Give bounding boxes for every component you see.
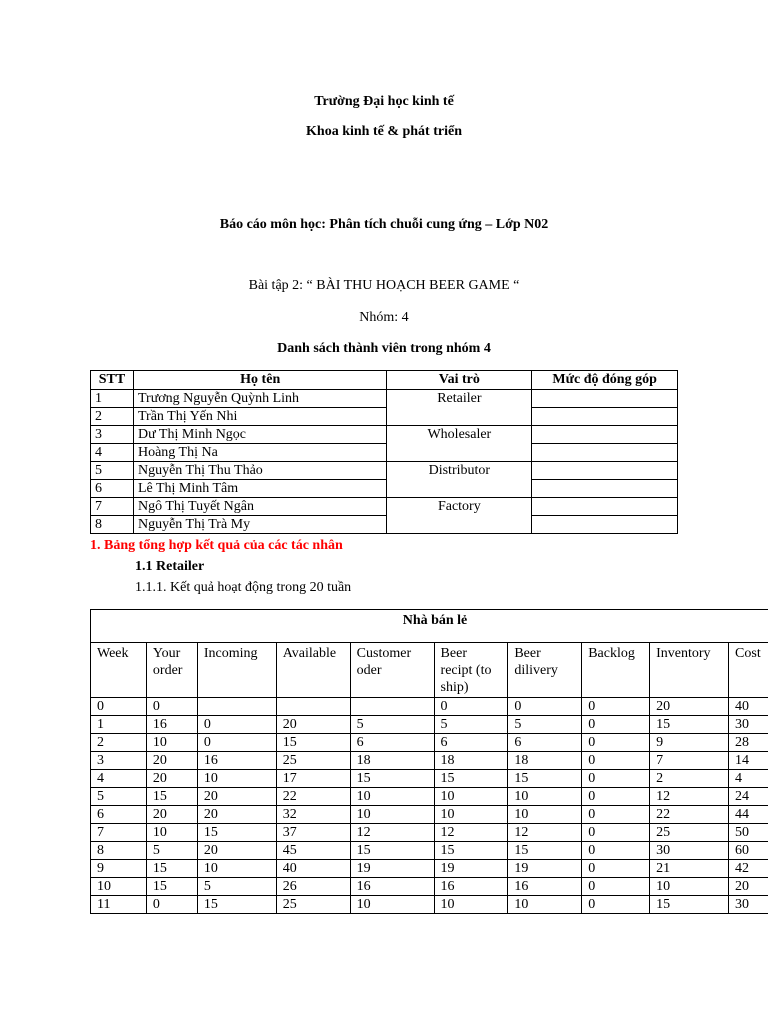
table-cell: 7 (650, 752, 729, 770)
table-cell: 18 (508, 752, 582, 770)
table-cell (197, 698, 276, 716)
table-cell: 50 (729, 824, 768, 842)
member-role: Wholesaler (387, 426, 532, 462)
subsection-heading: 1.1 Retailer (135, 559, 205, 574)
table-cell: 60 (729, 842, 768, 860)
table-cell: 20 (197, 842, 276, 860)
table-cell: 19 (508, 860, 582, 878)
member-name: Ngô Thị Tuyết Ngân (133, 498, 386, 516)
table-cell: 0 (582, 770, 650, 788)
table-cell: 14 (729, 752, 768, 770)
table-cell: 6 (350, 734, 434, 752)
subsubsection-heading: 1.1.1. Kết quả hoạt động trong 20 tuần (135, 580, 352, 595)
table-cell: 25 (650, 824, 729, 842)
member-row (91, 390, 678, 408)
col-header: Vai trò (387, 371, 532, 390)
member-row (91, 426, 678, 444)
table-cell: 0 (146, 698, 197, 716)
table-cell: 0 (508, 698, 582, 716)
table-cell: 10 (350, 896, 434, 914)
table-cell: 10 (197, 770, 276, 788)
member-contribution (532, 408, 678, 426)
table-cell: 30 (729, 716, 768, 734)
table-cell: 5 (508, 716, 582, 734)
table-cell: 0 (582, 806, 650, 824)
col-header: Backlog (582, 643, 650, 698)
member-row (91, 462, 678, 480)
table-row (91, 842, 768, 860)
table-cell: 15 (650, 896, 729, 914)
member-row (91, 480, 678, 498)
col-header: Beer recipt (to ship) (434, 643, 508, 698)
member-contribution (532, 390, 678, 408)
table-cell: 0 (582, 752, 650, 770)
col-header: Customer oder (350, 643, 434, 698)
col-header: Mức độ đóng góp (532, 371, 678, 390)
table-cell: 4 (91, 770, 147, 788)
table-cell: 6 (434, 734, 508, 752)
member-name: Nguyễn Thị Trà My (133, 516, 386, 534)
table-cell: 12 (508, 824, 582, 842)
table-row (91, 878, 768, 896)
table-cell: 9 (650, 734, 729, 752)
member-name: Dư Thị Minh Ngọc (133, 426, 386, 444)
table-cell: 15 (146, 860, 197, 878)
table-cell: 15 (508, 770, 582, 788)
member-contribution (532, 426, 678, 444)
member-contribution (532, 516, 678, 534)
member-row (91, 408, 678, 426)
table-cell: 0 (582, 878, 650, 896)
table-cell: 15 (434, 770, 508, 788)
table-cell: 10 (350, 806, 434, 824)
table-cell: 0 (582, 734, 650, 752)
col-header: STT (91, 371, 134, 390)
table-cell: 12 (650, 788, 729, 806)
table-cell: 30 (729, 896, 768, 914)
member-stt: 8 (91, 516, 134, 534)
member-stt: 4 (91, 444, 134, 462)
retailer-results-table (90, 609, 768, 914)
member-name: Trương Nguyễn Quỳnh Linh (133, 390, 386, 408)
table-row (91, 698, 768, 716)
table-cell: 10 (508, 788, 582, 806)
table-row (91, 788, 768, 806)
table-cell (276, 698, 350, 716)
member-contribution (532, 480, 678, 498)
table-cell: 15 (146, 788, 197, 806)
section-heading: 1. Bảng tổng hợp kết quả của các tác nhân (90, 538, 343, 553)
table-cell: 10 (508, 806, 582, 824)
member-role: Factory (387, 498, 532, 534)
table-cell: 10 (434, 788, 508, 806)
table-cell: 44 (729, 806, 768, 824)
table-cell: 20 (729, 878, 768, 896)
table-cell: 10 (197, 860, 276, 878)
table-cell: 0 (434, 698, 508, 716)
table-cell: 18 (434, 752, 508, 770)
member-row (91, 498, 678, 516)
table-cell: 40 (729, 698, 768, 716)
col-header: Available (276, 643, 350, 698)
table-cell: 16 (197, 752, 276, 770)
faculty-name: Khoa kinh tế & phát triển (306, 124, 462, 139)
table-cell: 0 (582, 860, 650, 878)
assignment-title: Bài tập 2: “ BÀI THU HOẠCH BEER GAME “ (248, 278, 520, 293)
table-cell: 0 (582, 716, 650, 734)
table-cell: 10 (434, 806, 508, 824)
member-list-title: Danh sách thành viên trong nhóm 4 (277, 341, 491, 356)
table-cell: 22 (650, 806, 729, 824)
table-cell: 10 (146, 734, 197, 752)
table-cell (350, 698, 434, 716)
col-header: Incoming (197, 643, 276, 698)
table-cell: 0 (146, 896, 197, 914)
table-cell: 2 (91, 734, 147, 752)
table-cell: 32 (276, 806, 350, 824)
table-cell: 15 (350, 770, 434, 788)
members-header-row (91, 371, 678, 390)
table-cell: 5 (350, 716, 434, 734)
table-cell: 10 (650, 878, 729, 896)
table-cell: 1 (91, 716, 147, 734)
table-cell: 4 (729, 770, 768, 788)
table-row (91, 770, 768, 788)
table-cell: 0 (197, 734, 276, 752)
member-name: Hoàng Thị Na (133, 444, 386, 462)
table-cell: 17 (276, 770, 350, 788)
table-cell: 0 (582, 896, 650, 914)
table-cell: 0 (582, 698, 650, 716)
col-header: Inventory (650, 643, 729, 698)
table-row (91, 824, 768, 842)
table-cell: 5 (91, 788, 147, 806)
table-cell: 24 (729, 788, 768, 806)
table-row (91, 752, 768, 770)
table-cell: 10 (91, 878, 147, 896)
member-stt: 6 (91, 480, 134, 498)
table-cell: 25 (276, 896, 350, 914)
col-header: Week (91, 643, 147, 698)
member-name: Trần Thị Yến Nhi (133, 408, 386, 426)
group-label: Nhóm: 4 (359, 310, 409, 325)
table-row (91, 716, 768, 734)
table-row (91, 806, 768, 824)
col-header: Họ tên (133, 371, 386, 390)
university-name: Trường Đại học kinh tế (314, 94, 454, 109)
table-cell: 16 (146, 716, 197, 734)
table-cell: 0 (91, 698, 147, 716)
table-cell: 6 (91, 806, 147, 824)
member-contribution (532, 498, 678, 516)
table-cell: 22 (276, 788, 350, 806)
table-row (91, 734, 768, 752)
member-role: Distributor (387, 462, 532, 498)
table-cell: 30 (650, 842, 729, 860)
member-role: Retailer (387, 390, 532, 426)
table-cell: 10 (350, 788, 434, 806)
member-stt: 7 (91, 498, 134, 516)
table-cell: 12 (350, 824, 434, 842)
table-cell: 0 (582, 788, 650, 806)
table-cell: 5 (146, 842, 197, 860)
table-row (91, 896, 768, 914)
table-cell: 15 (197, 824, 276, 842)
table-cell: 0 (582, 842, 650, 860)
table-cell: 20 (276, 716, 350, 734)
table-cell: 16 (508, 878, 582, 896)
table-cell: 0 (197, 716, 276, 734)
table-title: Nhà bán lẻ (91, 610, 768, 643)
table-cell: 37 (276, 824, 350, 842)
table-cell: 16 (434, 878, 508, 896)
table-cell: 45 (276, 842, 350, 860)
table-cell: 26 (276, 878, 350, 896)
course-title: Báo cáo môn học: Phân tích chuỗi cung ứng – Lớp N02 (219, 217, 549, 232)
table-cell: 11 (91, 896, 147, 914)
col-header: Cost (729, 643, 768, 698)
member-row (91, 516, 678, 534)
col-header: Your order (146, 643, 197, 698)
table-cell: 16 (350, 878, 434, 896)
member-stt: 2 (91, 408, 134, 426)
member-stt: 1 (91, 390, 134, 408)
table-cell: 15 (508, 842, 582, 860)
table-cell: 15 (276, 734, 350, 752)
table-cell: 21 (650, 860, 729, 878)
table-cell: 8 (91, 842, 147, 860)
table-cell: 28 (729, 734, 768, 752)
table-cell: 12 (434, 824, 508, 842)
member-row (91, 444, 678, 462)
table-cell: 20 (146, 806, 197, 824)
member-contribution (532, 444, 678, 462)
col-header: Beer dilivery (508, 643, 582, 698)
table-cell: 20 (146, 770, 197, 788)
members-table (90, 370, 678, 534)
table-cell: 20 (650, 698, 729, 716)
table-cell: 5 (197, 878, 276, 896)
table-cell: 5 (434, 716, 508, 734)
table-cell: 3 (91, 752, 147, 770)
table-cell: 20 (146, 752, 197, 770)
table-cell: 20 (197, 788, 276, 806)
table-cell: 15 (434, 842, 508, 860)
table-cell: 10 (146, 824, 197, 842)
member-stt: 3 (91, 426, 134, 444)
table-cell: 20 (197, 806, 276, 824)
table-cell: 15 (350, 842, 434, 860)
table-cell: 10 (508, 896, 582, 914)
member-name: Lê Thị Minh Tâm (133, 480, 386, 498)
member-contribution (532, 462, 678, 480)
table-cell: 18 (350, 752, 434, 770)
table-cell: 40 (276, 860, 350, 878)
table-cell: 15 (197, 896, 276, 914)
table-cell: 25 (276, 752, 350, 770)
table-cell: 10 (434, 896, 508, 914)
member-stt: 5 (91, 462, 134, 480)
table-cell: 19 (350, 860, 434, 878)
table-cell: 15 (650, 716, 729, 734)
retail-header-row (91, 643, 768, 698)
member-name: Nguyễn Thị Thu Thảo (133, 462, 386, 480)
table-cell: 9 (91, 860, 147, 878)
table-cell: 6 (508, 734, 582, 752)
table-cell: 0 (582, 824, 650, 842)
table-cell: 15 (146, 878, 197, 896)
table-cell: 7 (91, 824, 147, 842)
table-row (91, 860, 768, 878)
table-cell: 42 (729, 860, 768, 878)
table-cell: 19 (434, 860, 508, 878)
table-cell: 2 (650, 770, 729, 788)
